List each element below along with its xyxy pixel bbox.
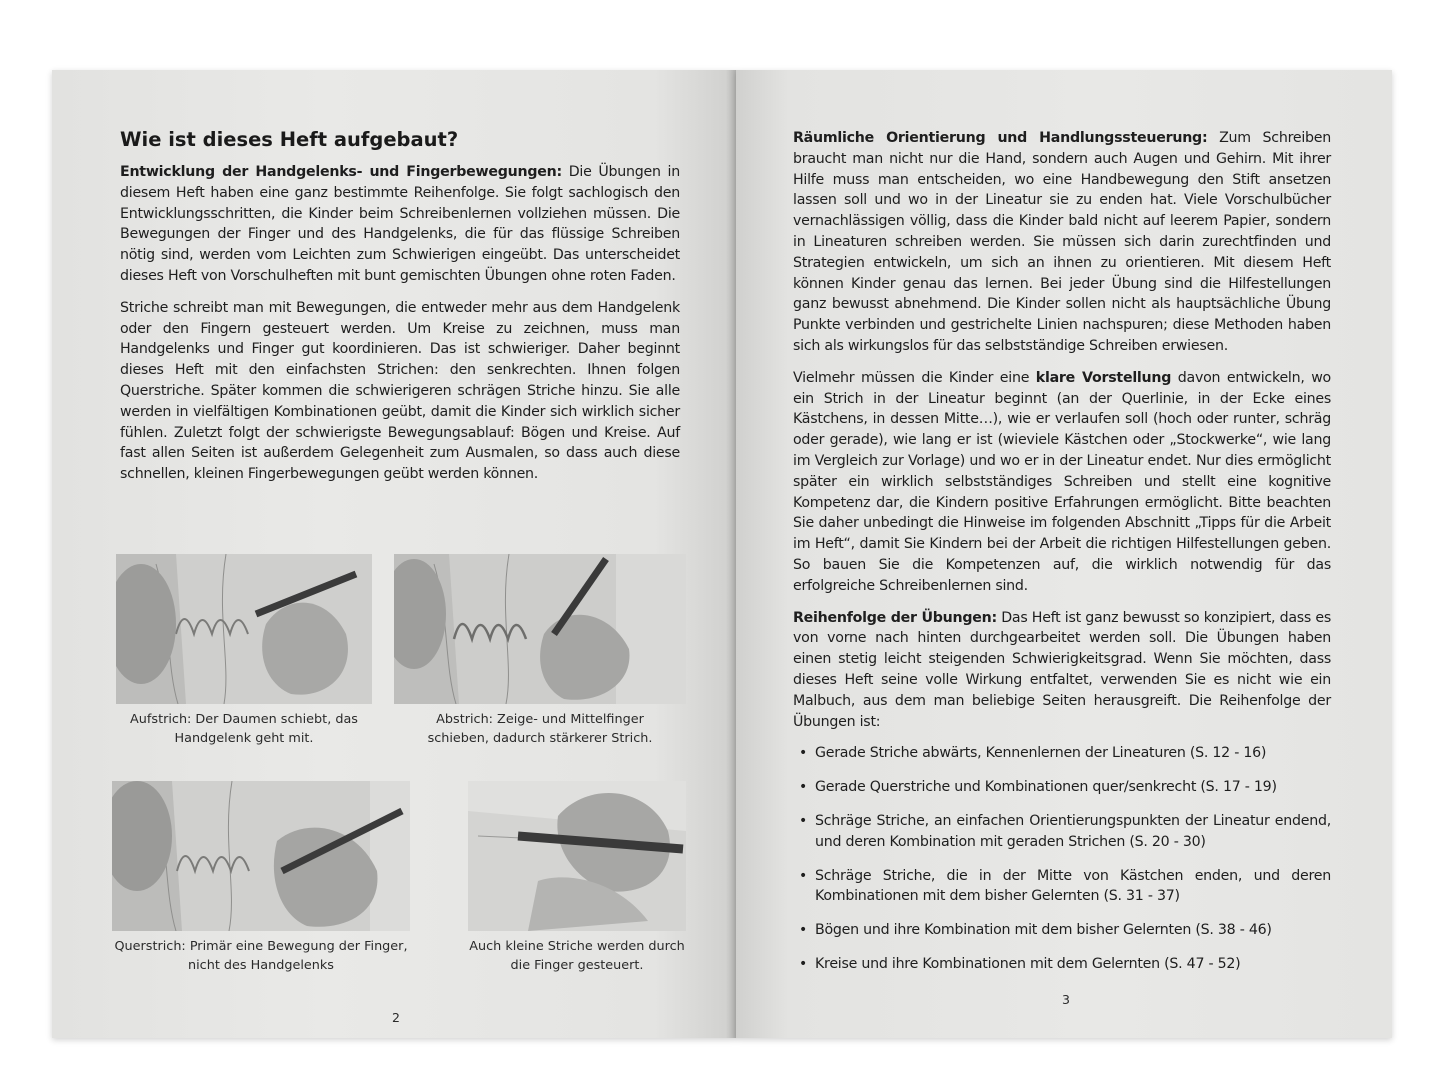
bullet-icon: • [799,745,808,762]
right-page [736,70,1392,1038]
paragraph-emphasis: klare Vorstellung [1035,369,1172,386]
page-heading: Wie ist dieses Heft aufgebaut? [120,128,459,151]
photo-caption [116,710,372,748]
list-item [793,920,1331,941]
page-number: 2 [392,1010,400,1025]
photo-cell-querstrich [112,781,410,975]
paragraph-striche: Striche schreibt man mit Bewegungen, die entweder mehr aus dem Handgelenk oder den Fingern gesteuert werden. Um Kreise zu zeichnen, muss man Handgelenks und Finger gut koordinieren. Das ist schwieriger. Daher beginnt dieses Heft mit den einfachsten Strichen: den senkrechten. Ihnen folgen Querstriche. Später kommen die schwierigeren schrägen Striche hinzu. Sie alle werden in vielfältigen Kombinationen geübt, damit die Kinder sich wirklich sicher fühlen. Zuletzt folgt der schwierigste Bewegungsablauf: Bögen und Kreise. Auf fast allen Seiten ist außerdem Gelegenheit zum Ausmalen, so dass auch diese schnellen, kleinen Fingerbewegungen geübt werden können. [120,299,680,483]
paragraph-vorstellung [793,368,1331,597]
caption-line: Auch kleine Striche werden durch [469,939,685,954]
left-page-text [120,128,680,496]
bullet-icon: • [799,955,808,972]
paragraph-lead: Räumliche Orientierung und Handlungssteuerung: [793,130,1208,146]
list-item [793,954,1331,975]
right-page-text [793,128,1331,988]
paragraph-orientierung [793,128,1331,357]
photo-cell-abstrich [394,554,686,748]
paragraph-body: Vielmehr müssen die Kinder eine [793,369,1036,386]
photo-grid [112,554,694,974]
caption-line: nicht des Handgelenks [188,958,334,973]
list-item [793,811,1331,853]
paragraph-reihenfolge [793,608,1331,733]
photo-caption [394,710,686,748]
list-item-text: Bögen und ihre Kombination mit dem bisher Gelernten (S. 38 - 46) [815,922,1272,939]
list-item-text: Gerade Striche abwärts, Kennenlernen der Lineaturen (S. 12 - 16) [815,745,1267,762]
caption-line: Handgelenk geht mit. [174,731,314,746]
caption-line: Aufstrich: Der Daumen schiebt, das [130,712,358,727]
list-item [793,743,1331,764]
photo-caption [468,937,686,975]
bullet-icon: • [799,779,808,796]
caption-line: Abstrich: Zeige- und Mittelfinger [436,712,644,727]
photo-abstrich [394,554,686,704]
paragraph-body: Die Übungen in diesem Heft haben eine ganz bestimmte Reihenfolge. Sie folgt sachlogisch den Entwicklungsschritten, die Kinder beim Schreibenlernen vollziehen müssen. Die Bewegungen der Finger und des Handgelenks, die für das flüssige Schreiben nötig sind, werden vom Leichten zum Schwierigen eingeübt. Das unterscheidet dieses Heft von Vorschulheften mit bunt gemischten Übungen ohne roten Faden. [120,164,680,284]
photo-caption [112,937,410,975]
paragraph-lead: Entwicklung der Handgelenks- und Fingerbewegungen: [120,164,562,180]
list-item [793,866,1331,908]
list-item-text: Schräge Striche, die in der Mitte von Kästchen enden, und deren Kombinationen mit dem bisher Gelernten (S. 31 - 37) [815,867,1331,905]
list-item-text: Schräge Striche, an einfachen Orientierungspunkten der Lineatur endend, und deren Kombination mit geraden Strichen (S. 20 - 30) [815,812,1331,850]
left-page [52,70,736,1038]
caption-line: Querstrich: Primär eine Bewegung der Finger, [114,939,408,954]
paragraph-body: Das Heft ist ganz bewusst so konzipiert, dass es von vorne nach hinten durchgearbeitet werden soll. Die Übungen haben einen stetig leicht steigenden Schwierigkeitsgrad. Wenn Sie möchten, dass dieses Heft seine volle Wirkung entfaltet, verwenden Sie es nicht wie ein Malbuch, aus dem man beliebige Seiten herausgreift. Die Reihenfolge der Übungen ist: [793,609,1331,730]
caption-line: schieben, dadurch stärkerer Strich. [427,731,653,746]
paragraph-handgelenk [120,162,680,287]
paragraph-body: davon entwickeln, wo ein Strich in der Lineatur beginnt (an der Querlinie, in der Ecke eines Kästchens, in dessen Mitte…), wie er verlaufen soll (hoch oder runter, schräg oder gerade), wie lang er ist (wieviele Kästchen oder „Stockwerke“, wie lang im Vergleich zur Vorlage) und wo er in der Lineatur endet. Nur dies ermöglicht später ein wirklich selbstständiges Schreiben und stellt eine kognitive Kompetenz dar, die Kindern positive Erfahrungen ermöglicht. Bitte beachten Sie daher unbedingt die Hinweise im folgenden Abschnitt „Tipps für die Arbeit im Heft“, damit Sie Kindern bei der Arbeit die richtigen Hilfestellungen geben. So bauen Sie die Kompetenzen auf, die wirklich notwendig für das erfolgreiche Schreibenlernen sind. [793,369,1331,594]
photo-aufstrich [116,554,372,704]
bullet-icon: • [799,867,808,884]
photo-cell-kleine-striche [468,781,686,975]
list-item-text: Kreise und ihre Kombinationen mit dem Gelernten (S. 47 - 52) [815,955,1241,972]
exercise-order-list [793,743,1331,974]
bullet-icon: • [799,922,808,939]
list-item [793,777,1331,798]
bullet-icon: • [799,812,808,829]
photo-querstrich [112,781,410,931]
caption-line: die Finger gesteuert. [510,958,644,973]
photo-cell-aufstrich [116,554,372,748]
list-item-text: Gerade Querstriche und Kombinationen quer/senkrecht (S. 17 - 19) [815,779,1277,796]
photo-kleine-striche [468,781,686,931]
page-number: 3 [1062,992,1070,1007]
paragraph-body: Zum Schreiben braucht man nicht nur die Hand, sondern auch Augen und Gehirn. Mit ihrer Hilfe muss man entscheiden, wo eine Handbewegung den Stift ansetzen lassen soll und wo in der Lineatur sie zu enden hat. Viele Vorschulbücher vernachlässigen völlig, dass die Kinder bald nicht auf leerem Papier, sondern in Lineaturen schreiben werden. Sie müssen sich darin zurechtfinden und Strategien entwickeln, um sich an ihnen zu orientieren. Mit diesem Heft können Kinder genau das lernen. Bei jeder Übung sind die Hilfestellungen ganz bewusst abnehmend. Die Kinder sollen nicht als hauptsächliche Übung Punkte verbinden und gestrichelte Linien nachspuren; diese Methoden haben sich als wirkungslos für das selbstständige Schreiben erwiesen. [793,130,1331,354]
paragraph-lead: Reihenfolge der Übungen: [793,609,997,626]
